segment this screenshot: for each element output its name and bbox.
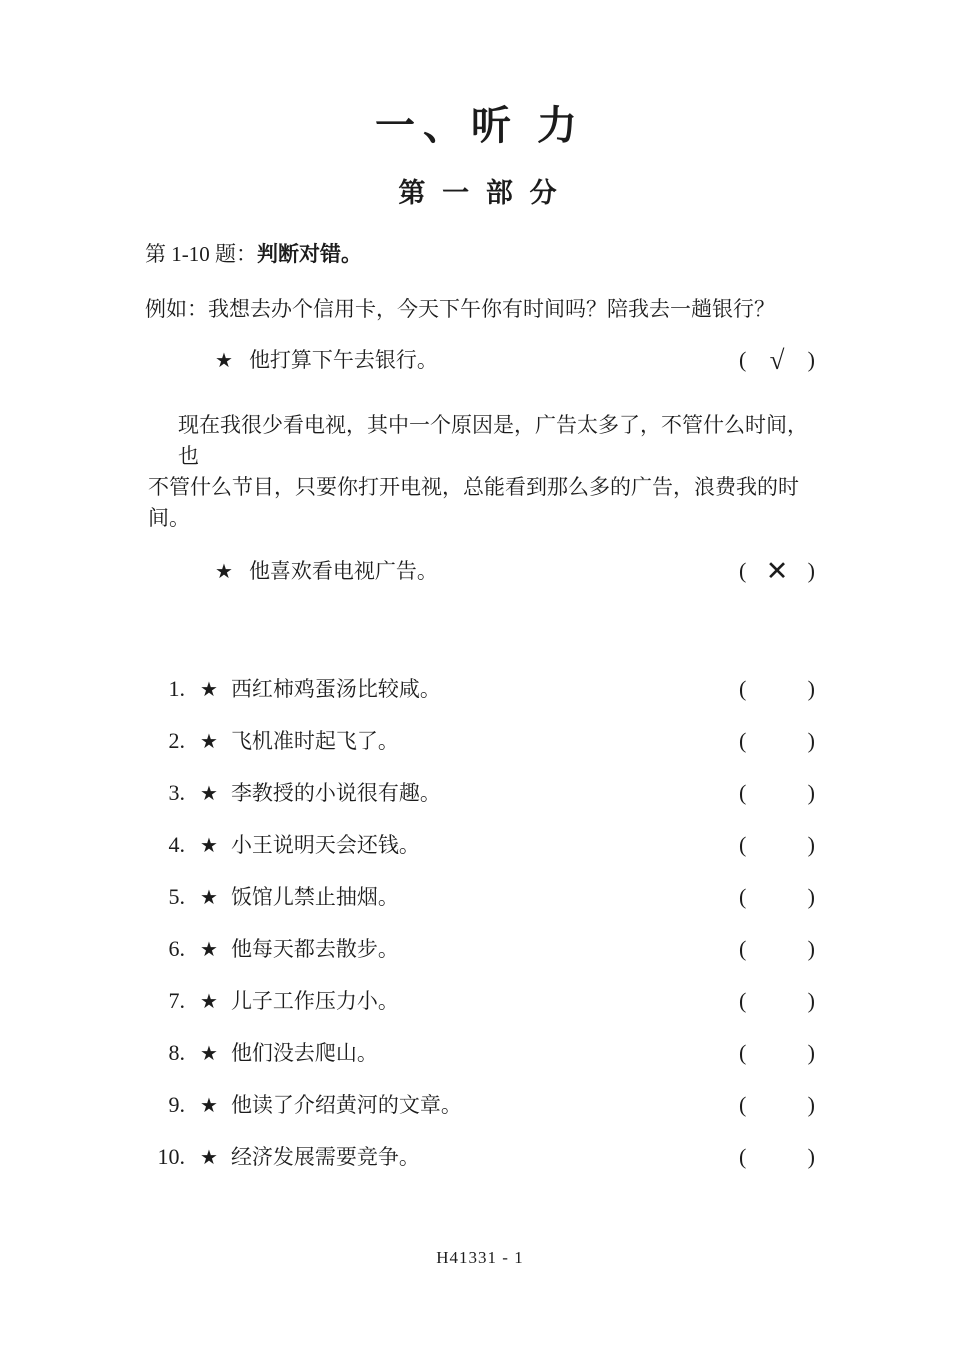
example-passage-line-1: 现在我很少看电视，其中一个原因是，广告太多了，不管什么时间，也 bbox=[178, 413, 808, 468]
star-icon: ★ bbox=[200, 939, 218, 961]
example-passage-line-2: 不管什么节目，只要你打开电视，总能看到那么多的广告，浪费我的时间。 bbox=[148, 475, 799, 530]
paren-open: ( bbox=[739, 988, 747, 1013]
answer-blank bbox=[739, 675, 815, 703]
example-statement-2-text: 他喜欢看电视广告。 bbox=[248, 559, 438, 583]
star-icon: ★ bbox=[200, 679, 218, 701]
question-text: 西红柿鸡蛋汤比较咸。 bbox=[230, 677, 441, 701]
paren-close: ) bbox=[807, 728, 815, 753]
answer-blank bbox=[739, 1091, 815, 1119]
question-row-10 bbox=[145, 1143, 815, 1172]
question-row-7 bbox=[145, 987, 815, 1016]
question-row-3 bbox=[145, 779, 815, 808]
paren-close: ) bbox=[807, 1092, 815, 1117]
paren-close: ) bbox=[807, 676, 815, 701]
paren-open: ( bbox=[739, 1040, 747, 1065]
instruction-prefix: 第 1-10 题： bbox=[145, 242, 257, 266]
paren-close: ) bbox=[807, 936, 815, 961]
paren-close: ) bbox=[807, 988, 815, 1013]
question-number: 4. bbox=[168, 832, 185, 857]
star-icon: ★ bbox=[215, 561, 233, 583]
answer-blank bbox=[739, 1143, 815, 1171]
paren-open: ( bbox=[739, 1092, 747, 1117]
question-row-6 bbox=[145, 935, 815, 964]
example-statement-2 bbox=[215, 556, 815, 587]
star-icon: ★ bbox=[200, 1043, 218, 1065]
paren-open: ( bbox=[739, 1144, 747, 1169]
cross-mark: ✕ bbox=[765, 556, 789, 586]
question-text: 他读了介绍黄河的文章。 bbox=[230, 1093, 462, 1117]
question-list bbox=[0, 675, 960, 1172]
example-answer-1 bbox=[739, 345, 815, 375]
paren-close: ) bbox=[807, 1040, 815, 1065]
paren-open: ( bbox=[739, 936, 747, 961]
question-number: 8. bbox=[168, 1040, 185, 1065]
question-row-9 bbox=[145, 1091, 815, 1120]
answer-blank bbox=[739, 779, 815, 807]
question-number: 10. bbox=[157, 1144, 185, 1169]
question-text: 李教授的小说很有趣。 bbox=[230, 781, 441, 805]
paren-open: ( bbox=[739, 884, 747, 909]
part-title: 第 一 部 分 bbox=[398, 178, 562, 208]
question-row-5 bbox=[145, 883, 815, 912]
example-dialogue: 我想去办个信用卡，今天下午你有时间吗？陪我去一趟银行？ bbox=[208, 297, 775, 321]
question-text: 经济发展需要竞争。 bbox=[230, 1145, 420, 1169]
page-footer-code: H41331 - 1 bbox=[436, 1248, 524, 1267]
example-answer-2 bbox=[739, 556, 815, 586]
paren-open: ( bbox=[739, 832, 747, 857]
question-text: 他每天都去散步。 bbox=[230, 937, 399, 961]
example-statement-1-text: 他打算下午去银行。 bbox=[248, 348, 438, 372]
star-icon: ★ bbox=[200, 835, 218, 857]
star-icon: ★ bbox=[200, 783, 218, 805]
paren-open: ( bbox=[739, 728, 747, 753]
question-number: 9. bbox=[168, 1092, 185, 1117]
check-mark: √ bbox=[769, 345, 785, 375]
question-row-8 bbox=[145, 1039, 815, 1068]
paren-close: ) bbox=[807, 780, 815, 805]
star-icon: ★ bbox=[215, 350, 233, 372]
paren-open: ( bbox=[739, 558, 747, 583]
question-row-1 bbox=[145, 675, 815, 704]
question-text: 他们没去爬山。 bbox=[230, 1041, 378, 1065]
paren-open: ( bbox=[739, 676, 747, 701]
question-number: 5. bbox=[168, 884, 185, 909]
question-number: 2. bbox=[168, 728, 185, 753]
answer-blank bbox=[739, 987, 815, 1015]
example-passage bbox=[148, 410, 820, 534]
question-number: 6. bbox=[168, 936, 185, 961]
example-statement-1 bbox=[215, 345, 815, 376]
paren-open: ( bbox=[739, 780, 747, 805]
question-text: 飞机准时起飞了。 bbox=[230, 729, 399, 753]
paren-close: ) bbox=[807, 884, 815, 909]
example-dialogue-line bbox=[145, 295, 840, 323]
answer-blank bbox=[739, 831, 815, 859]
paren-open: ( bbox=[739, 347, 747, 372]
question-text: 饭馆儿禁止抽烟。 bbox=[230, 885, 399, 909]
star-icon: ★ bbox=[200, 1147, 218, 1169]
question-number: 3. bbox=[168, 780, 185, 805]
star-icon: ★ bbox=[200, 887, 218, 909]
question-text: 儿子工作压力小。 bbox=[230, 989, 399, 1013]
star-icon: ★ bbox=[200, 991, 218, 1013]
section-title: 一、听 力 bbox=[375, 103, 585, 148]
paren-close: ) bbox=[807, 1144, 815, 1169]
instruction-line bbox=[145, 240, 815, 268]
star-icon: ★ bbox=[200, 1095, 218, 1117]
answer-blank bbox=[739, 935, 815, 963]
answer-blank bbox=[739, 727, 815, 755]
question-number: 7. bbox=[168, 988, 185, 1013]
paren-close: ) bbox=[807, 347, 815, 372]
answer-blank bbox=[739, 1039, 815, 1067]
question-row-4 bbox=[145, 831, 815, 860]
paren-close: ) bbox=[807, 832, 815, 857]
star-icon: ★ bbox=[200, 731, 218, 753]
answer-blank bbox=[739, 883, 815, 911]
question-text: 小王说明天会还钱。 bbox=[230, 833, 420, 857]
question-number: 1. bbox=[168, 676, 185, 701]
example-label: 例如： bbox=[145, 297, 208, 321]
paren-close: ) bbox=[807, 558, 815, 583]
instruction-task: 判断对错。 bbox=[257, 242, 362, 266]
question-row-2 bbox=[145, 727, 815, 756]
